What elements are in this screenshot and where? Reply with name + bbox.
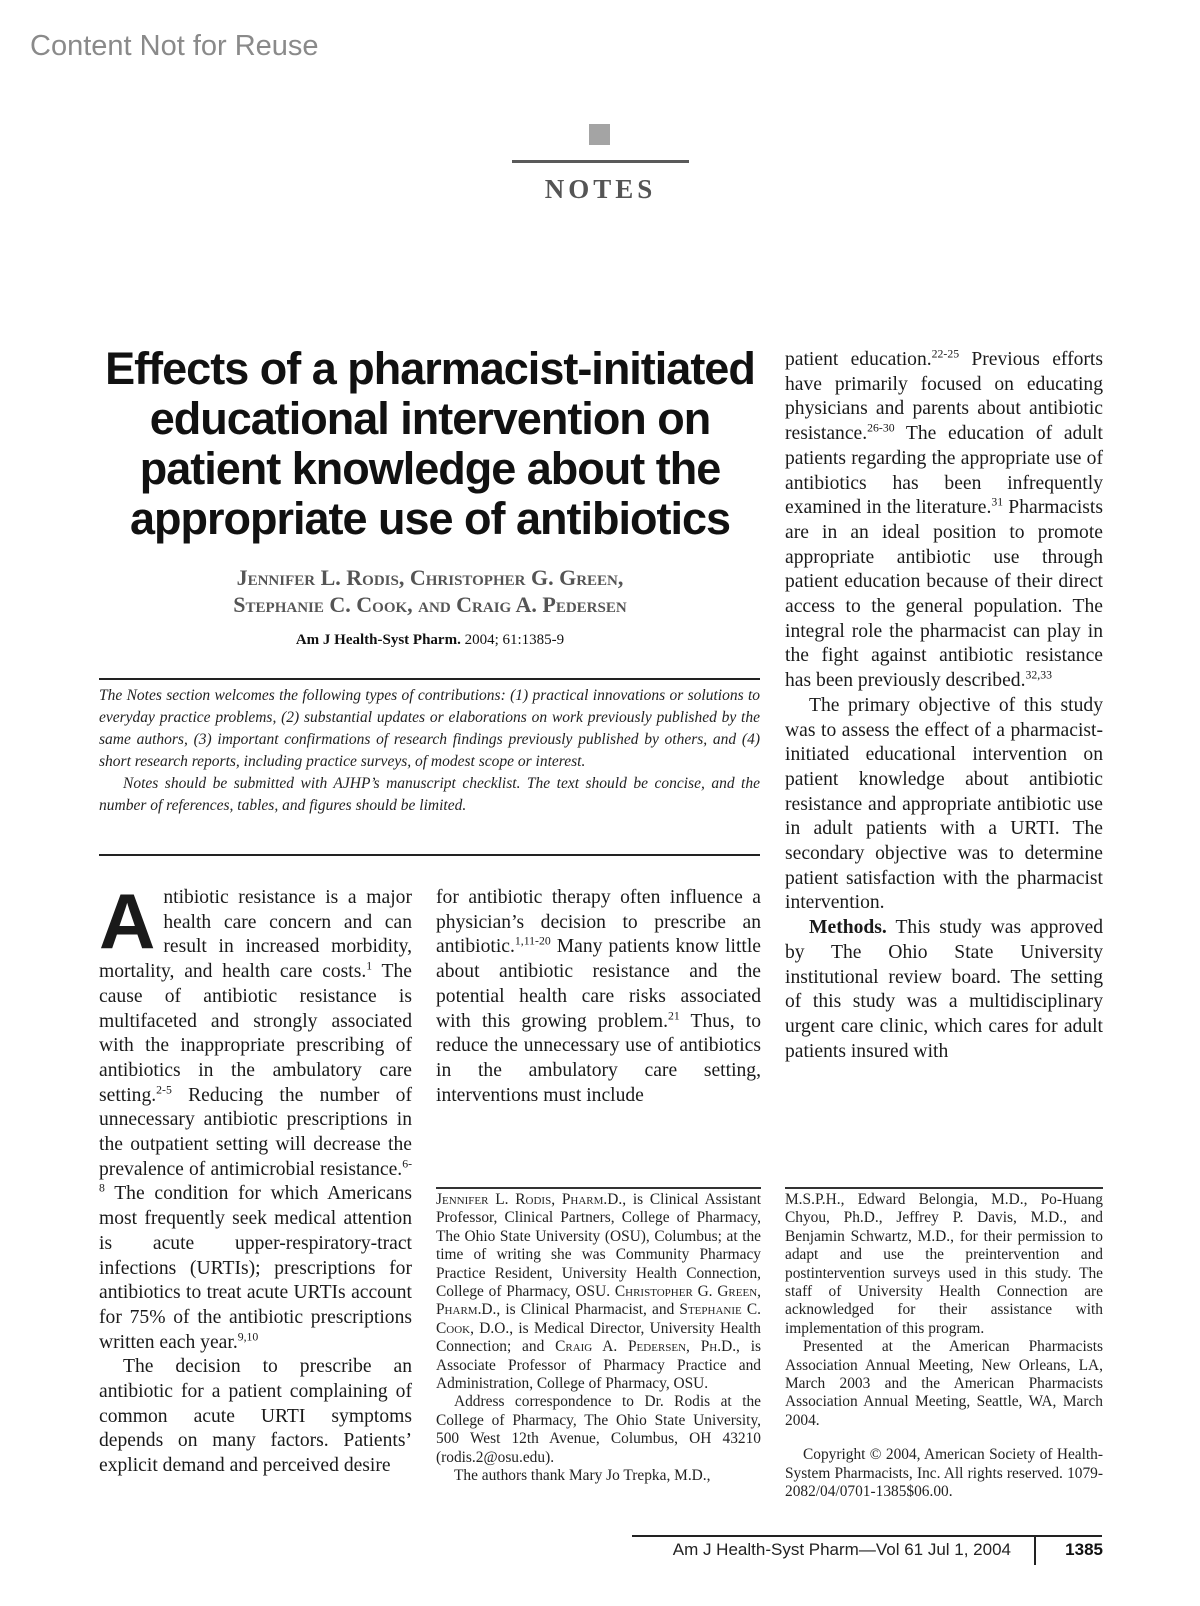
correspondence-address: Address correspondence to Dr. Rodis at the College of Pharmacy, The Ohio State University, 500 West 12th Avenue, Columbus, OH 43210 (rodis.2@osu.edu). xyxy=(436,1393,761,1466)
body-paragraph-2-end: patient education.$^{22-25}$ Previous efforts have primarily focused on educating physicians and parents about antibiotic resistance.$^{26-30}$ The education of adult patients regarding the appropriate use of antibiotics has been infrequently examined in the literature.$^{31}$ Pharmacists are in an ideal position to promote appropriate antibiotic use through patient education because of their direct access to the general population. The integral role the pharmacist can play in the fight against antibiotic resistance has been previously described.$^{32,33}$ xyxy=(785,347,1103,692)
reference-marker: 1 xyxy=(366,959,373,973)
notes-box xyxy=(99,685,760,817)
footer-journal-info: Am J Health-Syst Pharm—Vol 61 Jul 1, 2004 xyxy=(672,1540,1011,1559)
footnotes-column-2 xyxy=(785,1191,1103,1502)
author-line-1: Jennifer L. Rodis, Christopher G. Green, xyxy=(236,565,624,590)
reference-marker: 32,33 xyxy=(1025,668,1052,682)
text-run: is Medical Director, University Health Connection; and xyxy=(436,1319,761,1356)
citation xyxy=(100,632,760,649)
reference-marker: 21 xyxy=(668,1008,680,1022)
body-paragraph-3: The primary objective of this study was to assess the effect of a pharmacist-initiated educational intervention on patient knowledge about antibiotic resistance and appropriate antibiotic use in adult patients with a URTI. The secondary objective was to determine patient satisfaction with the pharmacist intervention. xyxy=(785,694,1103,914)
author-line-2: Stephanie C. Cook, and Craig A. Pedersen xyxy=(233,592,627,617)
text-run: The education of adult patients regarding the appropriate use of antibiotics has been infrequently examined in the literature. xyxy=(785,423,1103,519)
text-run: is Clinical Pharmacist, and xyxy=(500,1301,680,1319)
body-column-3 xyxy=(785,348,1103,1064)
reference-marker: 6-8 xyxy=(99,1157,412,1195)
text-run: ntibiotic resistance is a major health care concern and can result in increased morbidity, mortality, and health care costs. xyxy=(99,887,412,983)
text-run: The cause of antibiotic resistance is multifaceted and strongly associated with the inappropriate prescribing of antibiotics in the ambulatory care setting. xyxy=(99,961,413,1106)
text-run: is Clinical Assistant Professor, Clinical Partners, College of Pharmacy, The Ohio State University (OSU), Columbus; at the time of writing she was Community Pharmacy Practice Resident, University Health Connection, College of Pharmacy, OSU. xyxy=(436,1191,762,1301)
author-affiliations xyxy=(436,1191,761,1393)
section-label: NOTES xyxy=(544,174,657,204)
text-run: Pharmacists are in an ideal position to promote appropriate antibiotic use through patient education because of their direct access to the general population. The integral role the pharmacist can play in the fight against antibiotic resistance has been previously described. xyxy=(785,497,1103,692)
text-run: The condition for which Americans most frequently seek medical attention is acute upper-respiratory-tract infections (URTIs); prescriptions for antibiotics to treat acute URTIs account for 75% of the antibiotic prescriptions written each year. xyxy=(99,1183,412,1353)
citation-journal: Am J Health-Syst Pharm. xyxy=(295,632,461,648)
notes-box-top-rule xyxy=(99,678,760,680)
watermark: Content Not for Reuse xyxy=(30,30,319,62)
methods-heading: Methods. xyxy=(809,917,887,939)
footnotes-column-1 xyxy=(436,1191,761,1486)
text-run: Reducing the number of unnecessary antibiotic prescriptions in the outpatient setting will decrease the prevalence of antimicrobial resistance. xyxy=(99,1084,412,1180)
text-run: This study was approved by The Ohio State University institutional review board. The setting of this study was a multidisciplinary urgent care clinic, which cares for adult patients insured with xyxy=(785,917,1103,1062)
author-name: Craig A. Pedersen, Ph.D., xyxy=(555,1338,740,1356)
footnote-rule-1 xyxy=(436,1187,761,1189)
text-run: is Associate Professor of Pharmacy Practice and Administration, College of Pharmacy, OSU. xyxy=(436,1338,761,1393)
body-paragraph-1 xyxy=(99,877,413,1355)
reference-marker: 1,11-20 xyxy=(514,934,551,948)
page-number: 1385 xyxy=(1065,1540,1103,1559)
footnote-rule-2 xyxy=(785,1187,1103,1189)
reference-marker: 26-30 xyxy=(867,421,895,435)
author-list xyxy=(100,564,760,618)
author-name: Jennifer L. Rodis, Pharm.D., xyxy=(436,1191,627,1208)
notes-box-bottom-rule xyxy=(99,854,760,856)
body-column-1 xyxy=(99,877,413,1479)
presentation-note: Presented at the American Pharmacists Association Annual Meeting, New Orleans, LA, March 2003 and the American Pharmacists Association Annual Meeting, Seattle, WA, March 2004. xyxy=(785,1338,1103,1429)
body-paragraph-2-start: The decision to prescribe an antibiotic for a patient complaining of common acute URTI symptoms depends on many factors. Patients’ explicit demand and perceived desire xyxy=(99,1356,412,1477)
reference-marker: 2-5 xyxy=(156,1083,172,1097)
reference-marker: 22-25 xyxy=(931,347,960,361)
acknowledgments-start: The authors thank Mary Jo Trepka, M.D., xyxy=(454,1467,711,1485)
notes-box-paragraph-2: Notes should be submitted with AJHP’s manuscript checklist. The text should be concise, and the number of references, tables, and figures should be limited. xyxy=(99,775,760,814)
section-marker-square xyxy=(589,124,610,145)
body-column-2 xyxy=(436,886,761,1108)
section-divider xyxy=(512,160,689,163)
citation-details: 2004; 61:1385-9 xyxy=(460,632,565,648)
article-title: Effects of a pharmacist-initiated educational intervention on patient knowledge about the appropriate use of antibiotics xyxy=(105,343,755,544)
acknowledgments-cont: M.S.P.H., Edward Belongia, M.D., Po-Huang Chyou, Ph.D., Jeffrey P. Davis, M.D., and Benjamin Schwartz, M.D., for their permission to adapt and use the preintervention and postintervention surveys used in this study. The staff of University Health Connection are acknowledged for their assistance with implementation of this program. xyxy=(785,1191,1103,1337)
text-run: Many patients know little about antibiotic resistance and the potential health care risks associated with this growing problem. xyxy=(436,936,761,1032)
notes-box-paragraph-1: The Notes section welcomes the following types of contributions: (1) practical innovations or solutions to everyday practice problems, (2) substantial updates or elaborations on work previously published by the same authors, (3) important confirmations of research findings previously published by others, and (4) short research reports, including practice surveys, of modest scope or interest. xyxy=(99,687,760,770)
text-run: Previous efforts have primarily focused on educating physicians and parents about antibiotic resistance. xyxy=(785,349,1103,445)
footer-rule xyxy=(632,1535,1102,1537)
reference-marker: 31 xyxy=(991,495,1004,509)
footer-separator xyxy=(1034,1537,1036,1565)
author-name: Stephanie C. Cook, D.O., xyxy=(436,1301,761,1337)
body-paragraph-4 xyxy=(785,916,1103,1064)
reference-marker: 9,10 xyxy=(237,1330,259,1344)
copyright-notice: Copyright © 2004, American Society of Health-System Pharmacists, Inc. All rights reserved. 1079-2082/04/0701-1385$06.00. xyxy=(785,1446,1103,1501)
drop-cap: A xyxy=(99,877,156,965)
body-paragraph-2-cont: for antibiotic therapy often influence a physician’s decision to prescribe an antibiotic.$^{1,11-20}$ Many patients know little about antibiotic resistance and the potential health care risks associated with this growing problem.$^{21}$ Thus, to reduce the unnecessary use of antibiotics in the ambulatory care setting, interventions must include xyxy=(436,887,761,1106)
author-name: Christopher G. Green, Pharm.D., xyxy=(436,1283,762,1319)
